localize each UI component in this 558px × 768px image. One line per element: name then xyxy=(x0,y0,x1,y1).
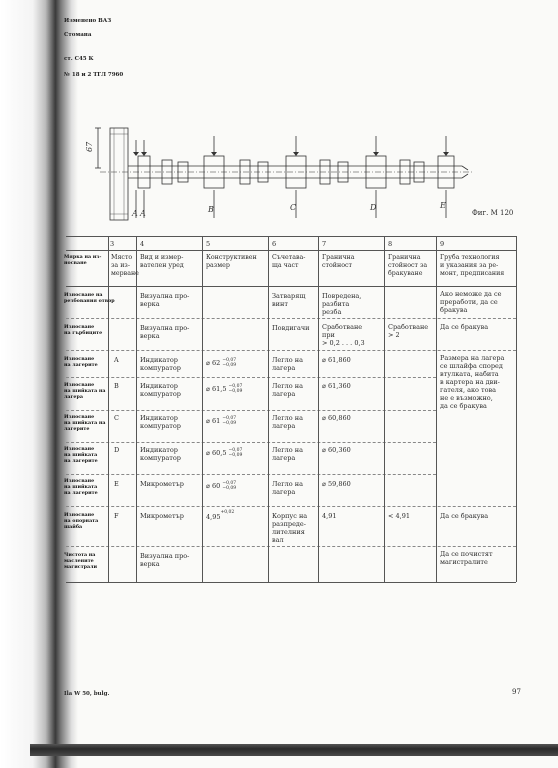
side-label-7: Износване на шийката на лагерите xyxy=(64,446,98,464)
col-number-5: 5 xyxy=(206,240,211,248)
header-size: Конструктивен размер xyxy=(206,254,257,269)
header-line-1: Изменено ВАЗ xyxy=(64,18,112,24)
row8-size xyxy=(206,512,234,521)
table-header-rule xyxy=(66,286,516,287)
row-rule-7 xyxy=(66,506,516,507)
header-place: Място за из- мерване xyxy=(111,254,139,277)
row2-mate: Повдигачи xyxy=(272,324,310,332)
footer-code: Ila W 50, bulg. xyxy=(64,691,110,697)
row8-place: F xyxy=(114,512,119,520)
side-label-2: Износване на резбования отвор xyxy=(64,292,115,304)
row8-tol-up: +0,02 xyxy=(220,510,235,515)
row5-tool: Индикатор компуратор xyxy=(140,414,181,430)
side-label-5: Износване на шийката на лагера xyxy=(64,382,106,400)
row6-place: D xyxy=(114,446,120,454)
side-label-8: Износване на шийката на лагерите xyxy=(64,478,98,496)
row-rule-2 xyxy=(66,350,516,351)
col-rule-3 xyxy=(202,236,203,582)
row7-tool: Микрометър xyxy=(140,480,184,488)
row6-size-main: ⌀ 60,5 xyxy=(206,449,227,457)
page-number: 97 xyxy=(512,688,521,696)
col-rule-2 xyxy=(136,236,137,582)
row1-mate: Затварящ винт xyxy=(272,292,306,308)
row7-limit: ⌀ 59,860 xyxy=(322,480,351,488)
row1-note: Ако неможе да се преработи, да се бракува xyxy=(440,290,502,314)
side-label-10: Чистота на маслените магистрали xyxy=(64,552,98,570)
row5-limit: ⌀ 60,860 xyxy=(322,414,351,422)
row-rule-6 xyxy=(66,474,436,475)
row4-tol-lo: −0,09 xyxy=(228,389,243,394)
col-number-3: 3 xyxy=(110,240,115,248)
row3-tol-lo: −0,09 xyxy=(222,363,237,368)
row5-tol-up: −0,07 xyxy=(222,416,237,421)
row2-tool: Визуална про- верка xyxy=(140,324,190,340)
row-rule-8 xyxy=(66,546,516,547)
row5-mate: Легло на лагера xyxy=(272,414,303,430)
row8-tool: Микрометър xyxy=(140,512,184,520)
row7-tol-up: −0,07 xyxy=(222,481,237,486)
side-label-3: Износване на гърбиците xyxy=(64,324,103,336)
header-tool: Вид и измер- вателен уред xyxy=(140,254,184,269)
row-rule-1 xyxy=(66,318,516,319)
row7-size xyxy=(206,481,236,491)
row4-mate: Легло на лагера xyxy=(272,382,303,398)
col-rule-5 xyxy=(318,236,319,582)
row4-place: B xyxy=(114,382,119,390)
side-label-4: Износване на лагерите xyxy=(64,356,98,368)
row4-size-main: ⌀ 61,5 xyxy=(206,385,227,393)
header-line-4: № 18 и 2 ТГЛ 7960 xyxy=(64,72,124,78)
side-label-9: Износване на опорната шайба xyxy=(64,512,99,530)
row8-limit: 4,91 xyxy=(322,512,337,520)
table-bottom-rule xyxy=(66,582,516,583)
row1-tool: Визуална про- верка xyxy=(140,292,190,308)
col-rule-7 xyxy=(436,236,437,582)
row-rule-4 xyxy=(66,410,436,411)
col-number-9: 9 xyxy=(440,240,445,248)
col-rule-6 xyxy=(384,236,385,582)
figure-label: Фиг. М 120 xyxy=(472,209,514,217)
row3-note: Размера на лагера се шлайфа според втулката, набита в картера на дви- гателя, ако това не е възможно, да се бракува xyxy=(440,354,505,410)
section-label-a2: A xyxy=(140,209,146,218)
section-label-a1: A xyxy=(132,209,138,218)
header-line-3: ст. С45 К xyxy=(64,56,94,62)
row4-limit: ⌀ 61,360 xyxy=(322,382,351,390)
scan-bottom-edge xyxy=(30,744,558,756)
row3-tool: Индикатор компуратор xyxy=(140,356,181,372)
row3-place: A xyxy=(114,356,119,364)
row-rule-5 xyxy=(66,442,436,443)
row2-limit: Сработване при > 0,2 . . . 0,3 xyxy=(322,323,365,347)
row3-limit: ⌀ 61,860 xyxy=(322,356,351,364)
row6-tol-lo: −0,09 xyxy=(228,453,243,458)
row3-size-main: ⌀ 62 xyxy=(206,359,221,367)
col-rule-1 xyxy=(108,236,109,582)
row1-limit: Повредена, разбита резба xyxy=(322,292,362,316)
header-limit: Гранична стойност xyxy=(322,254,355,269)
camshaft-drawing xyxy=(85,120,480,230)
row7-tol-lo: −0,09 xyxy=(222,486,237,491)
row6-tool: Индикатор компуратор xyxy=(140,446,181,462)
row6-tol-up: −0,07 xyxy=(228,448,243,453)
row4-tol-up: −0,07 xyxy=(228,384,243,389)
section-label-e: E xyxy=(440,201,446,210)
section-label-b: B xyxy=(208,205,214,214)
row7-place: E xyxy=(114,480,119,488)
col-rule-4 xyxy=(268,236,269,582)
row5-size xyxy=(206,416,236,426)
section-label-d: D xyxy=(370,203,377,212)
row7-mate: Легло на лагера xyxy=(272,480,303,496)
row4-tool: Индикатор компуратор xyxy=(140,382,181,398)
col-number-8: 8 xyxy=(388,240,393,248)
col-number-4: 4 xyxy=(140,240,145,248)
side-label-1: Мярка на из- носване xyxy=(64,254,102,266)
row6-limit: ⌀ 60,360 xyxy=(322,446,351,454)
col-number-7: 7 xyxy=(322,240,327,248)
col-rule-8 xyxy=(516,236,517,582)
row7-size-main: ⌀ 60 xyxy=(206,482,221,490)
row9-note: Да се почистят магистралите xyxy=(440,550,493,566)
row8-size-main: 4,95 xyxy=(206,513,221,522)
row3-size xyxy=(206,358,236,368)
row5-tol-lo: −0,09 xyxy=(222,421,237,426)
row8-note: Да се бракува xyxy=(440,512,489,520)
row3-tol-up: −0,07 xyxy=(222,358,237,363)
row4-size xyxy=(206,384,242,394)
side-label-6: Износване на шийката на лагерите xyxy=(64,414,106,432)
row5-size-main: ⌀ 61 xyxy=(206,417,221,425)
dimension-label: 67 xyxy=(85,141,94,152)
header-reject: Гранична стойност за бракуване xyxy=(388,254,428,277)
row2-note: Да се бракува xyxy=(440,323,489,331)
row6-size xyxy=(206,448,242,458)
row5-place: C xyxy=(114,414,119,422)
header-mate: Съчетава- ща част xyxy=(272,254,306,269)
row3-mate: Легло на лагера xyxy=(272,356,303,372)
header-note: Груба технология и указания за ре- монт, предписания xyxy=(440,254,505,277)
header-line-2: Стомана xyxy=(64,32,92,38)
row8-reject: < 4,91 xyxy=(388,512,410,520)
row8-mate: Корпус на разпреде- лителния вал xyxy=(272,512,308,544)
table-top-rule xyxy=(66,236,516,237)
section-label-c: C xyxy=(290,203,297,212)
col-number-6: 6 xyxy=(272,240,277,248)
row2-reject: Сработване > 2 xyxy=(388,323,429,339)
row6-mate: Легло на лагера xyxy=(272,446,303,462)
table-number-rule xyxy=(66,250,516,251)
row-rule-3 xyxy=(66,377,436,378)
row9-tool: Визуална про- верка xyxy=(140,552,190,568)
